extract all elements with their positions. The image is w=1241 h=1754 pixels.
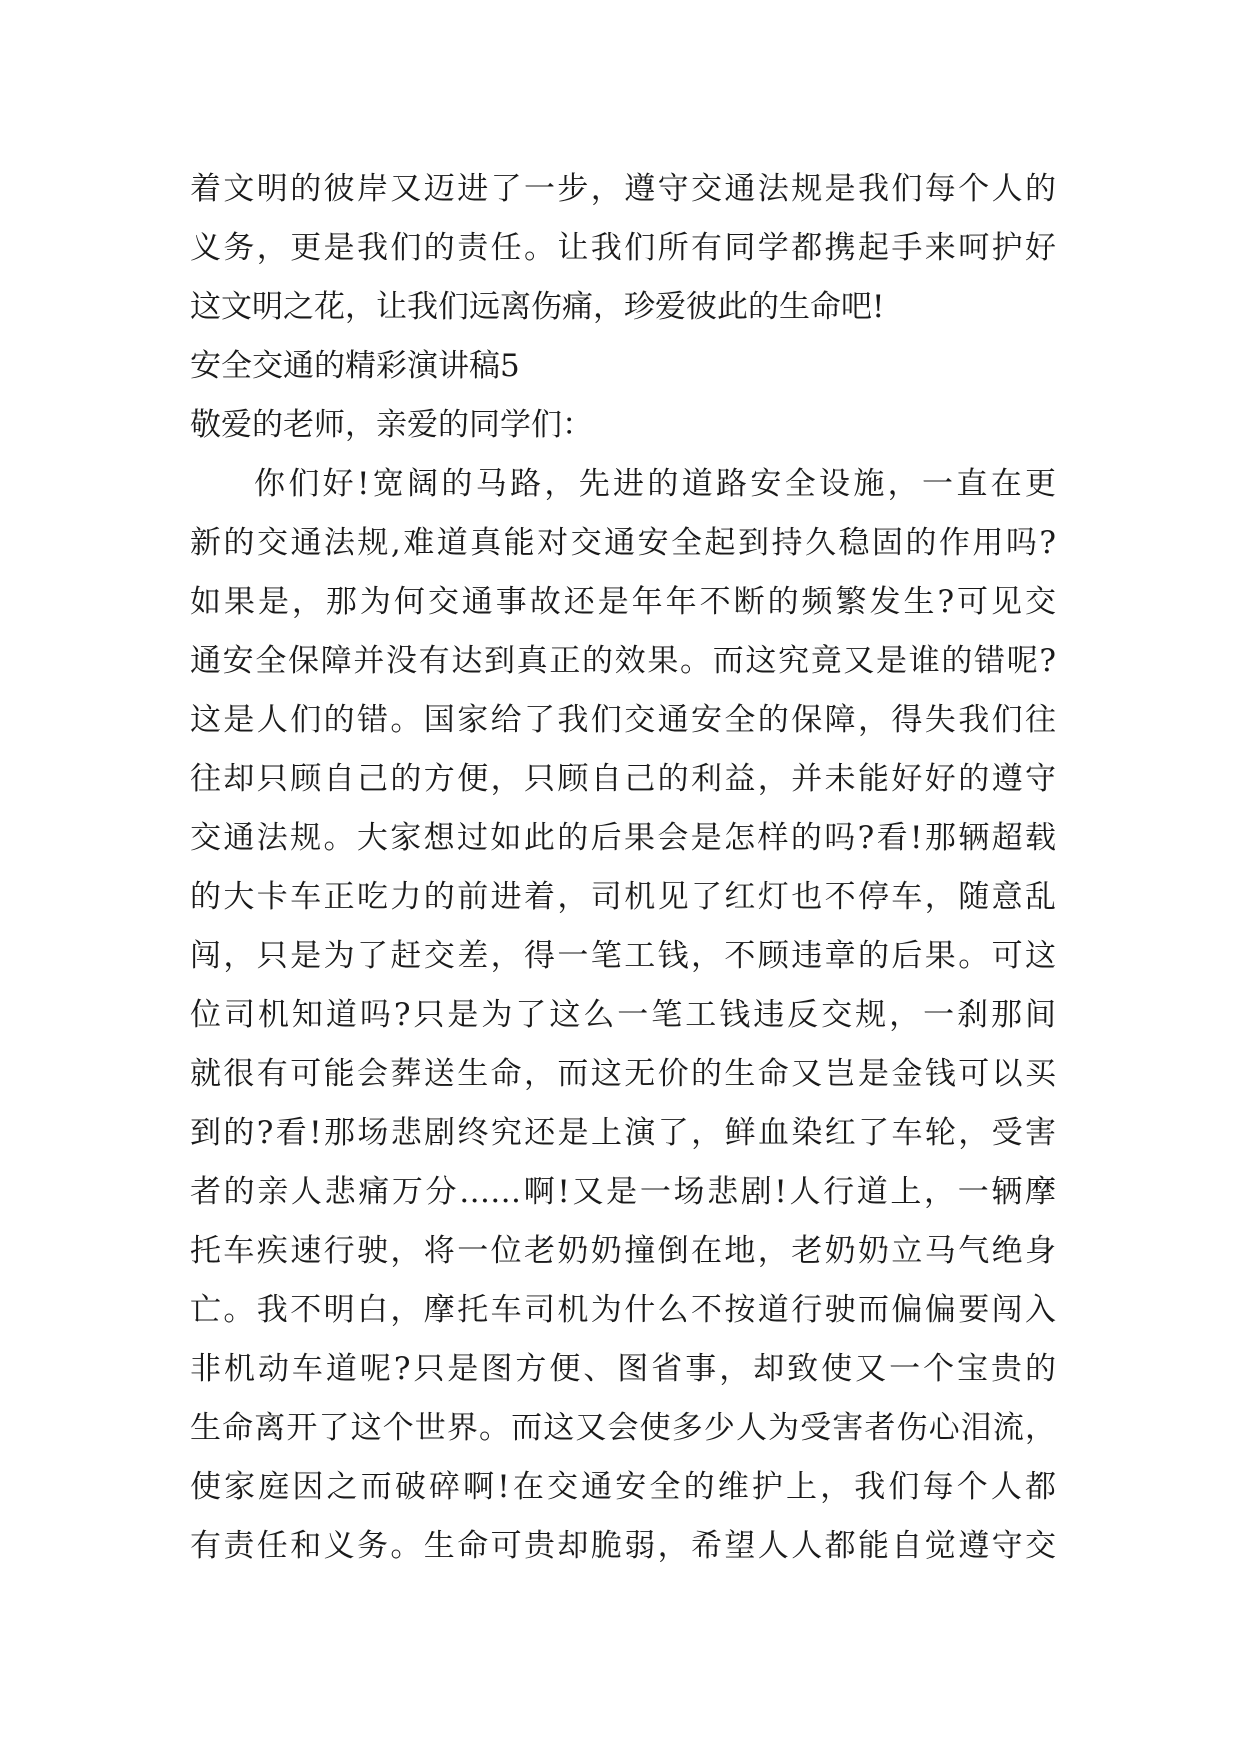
text-line: 通安全保障并没有达到真正的效果。而这究竟又是谁的错呢? xyxy=(190,643,1056,679)
salutation: 敬爱的老师，亲爱的同学们： xyxy=(190,407,593,443)
section-heading: 安全交通的精彩演讲稿5 xyxy=(190,348,520,384)
text-line: 闯，只是为了赶交差，得一笔工钱，不顾违章的后果。可这 xyxy=(190,938,1056,974)
text-line: 非机动车道呢?只是图方便、图省事，却致使又一个宝贵的 xyxy=(190,1351,1056,1387)
text-line: 的大卡车正吃力的前进着，司机见了红灯也不停车，随意乱 xyxy=(190,879,1056,915)
document-body xyxy=(190,160,1056,1576)
text-line: 位司机知道吗?只是为了这么一笔工钱违反交规，一刹那间 xyxy=(190,997,1056,1033)
text-line: 到的?看!那场悲剧终究还是上演了，鲜血染红了车轮，受害 xyxy=(190,1115,1056,1151)
text-line: 新的交通法规,难道真能对交通安全起到持久稳固的作用吗? xyxy=(190,525,1056,561)
text-line: 义务，更是我们的责任。让我们所有同学都携起手来呵护好 xyxy=(190,230,1056,266)
text-line: 生命离开了这个世界。而这又会使多少人为受害者伤心泪流， xyxy=(190,1410,1056,1446)
text-line: 者的亲人悲痛万分……啊!又是一场悲剧!人行道上，一辆摩 xyxy=(190,1174,1056,1210)
text-line: 托车疾速行驶，将一位老奶奶撞倒在地，老奶奶立马气绝身 xyxy=(190,1233,1056,1269)
text-line: 有责任和义务。生命可贵却脆弱，希望人人都能自觉遵守交 xyxy=(190,1528,1056,1564)
text-line: 如果是，那为何交通事故还是年年不断的频繁发生?可见交 xyxy=(190,584,1056,620)
text-line: 着文明的彼岸又迈进了一步，遵守交通法规是我们每个人的 xyxy=(190,171,1056,207)
text-line: 就很有可能会葬送生命，而这无价的生命又岂是金钱可以买 xyxy=(190,1056,1056,1092)
text-line: 使家庭因之而破碎啊!在交通安全的维护上，我们每个人都 xyxy=(190,1469,1056,1505)
text-line: 往却只顾自己的方便，只顾自己的利益，并未能好好的遵守 xyxy=(190,761,1056,797)
text-line: 亡。我不明白，摩托车司机为什么不按道行驶而偏偏要闯入 xyxy=(190,1292,1056,1328)
text-line: 交通法规。大家想过如此的后果会是怎样的吗?看!那辆超载 xyxy=(190,820,1056,856)
paragraph-first-line: 你们好!宽阔的马路，先进的道路安全设施，一直在更 xyxy=(254,466,1056,502)
text-line: 这是人们的错。国家给了我们交通安全的保障，得失我们往 xyxy=(190,702,1056,738)
text-line: 这文明之花，让我们远离伤痛，珍爱彼此的生命吧! xyxy=(190,289,885,325)
